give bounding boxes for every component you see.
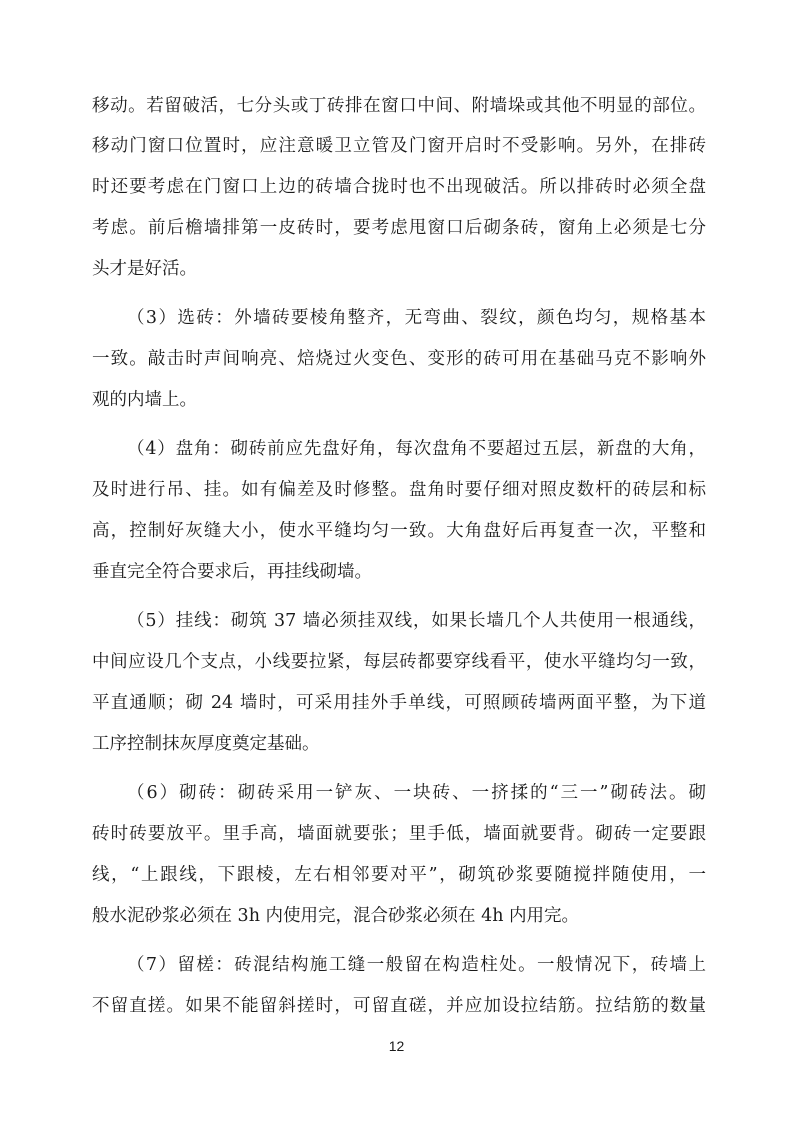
text-line: 般水泥砂浆必须在 3h 内使用完，混合砂浆必须在 4h 内用完。 (92, 906, 580, 926)
text-line: 高，控制好灰缝大小，使水平缝均匀一致。大角盘好后再复查一次，平整和 (92, 521, 706, 541)
text-line: 时还要考虑在门窗口上边的砖墙合拢时也不出现破活。所以排砖时必须全盘 (92, 177, 706, 197)
text-line: 考虑。前后檐墙排第一皮砖时，要考虑甩窗口后砌条砖，窗角上必须是七分 (92, 218, 706, 238)
paragraph-start-line: （5）挂线：砌筑 37 墙必须挂双线，如果长墙几个人共使用一根通线， (127, 611, 706, 631)
text-line: 及时进行吊、挂。如有偏差及时修整。盘角时要仔细对照皮数杆的砖层和标 (92, 480, 706, 500)
text-line: 不留直搓。如果不能留斜搓时，可留直磋，并应加设拉结筋。拉结筋的数量 (92, 996, 706, 1016)
text-line: 平直通顺；砌 24 墙时，可采用挂外手单线，可照顾砖墙两面平整，为下道 (92, 693, 706, 713)
text-line: 一致。敲击时声间响亮、焙烧过火变色、变形的砖可用在基础马克不影响外 (92, 349, 706, 369)
text-line: 线，“上跟线，下跟棱，左右相邻要对平”，砌筑砂浆要随搅拌随使用，一 (92, 865, 706, 885)
page-number: 12 (388, 1038, 405, 1054)
text-line: 观的内墙上。 (92, 390, 197, 410)
paragraph-start-line: （4）盘角：砌砖前应先盘好角，每次盘角不要超过五层，新盘的大角， (127, 439, 706, 459)
text-line: 头才是好活。 (92, 259, 197, 279)
text-line: 垂直完全符合要求后，再挂线砌墙。 (92, 562, 372, 582)
text-line: 工序控制抹灰厚度奠定基础。 (92, 734, 320, 754)
text-line: 移动门窗口位置时，应注意暖卫立管及门窗开启时不受影响。另外，在排砖 (92, 136, 706, 156)
paragraph-start-line: （6）砌砖：砌砖采用一铲灰、一块砖、一挤揉的“三一”砌砖法。砌 (127, 783, 706, 803)
text-line: 砖时砖要放平。里手高，墙面就要张；里手低，墙面就要背。砌砖一定要跟 (92, 824, 706, 844)
text-line: 中间应设几个支点，小线要拉紧，每层砖都要穿线看平，使水平缝均匀一致， (92, 652, 706, 672)
text-line: 移动。若留破活，七分头或丁砖排在窗口中间、附墙垛或其他不明显的部位。 (92, 96, 706, 116)
paragraph-start-line: （3）选砖：外墙砖要棱角整齐，无弯曲、裂纹，颜色均匀，规格基本 (127, 308, 706, 328)
paragraph-start-line: （7）留槎：砖混结构施工缝一般留在构造柱处。一般情况下，砖墙上 (127, 955, 706, 975)
